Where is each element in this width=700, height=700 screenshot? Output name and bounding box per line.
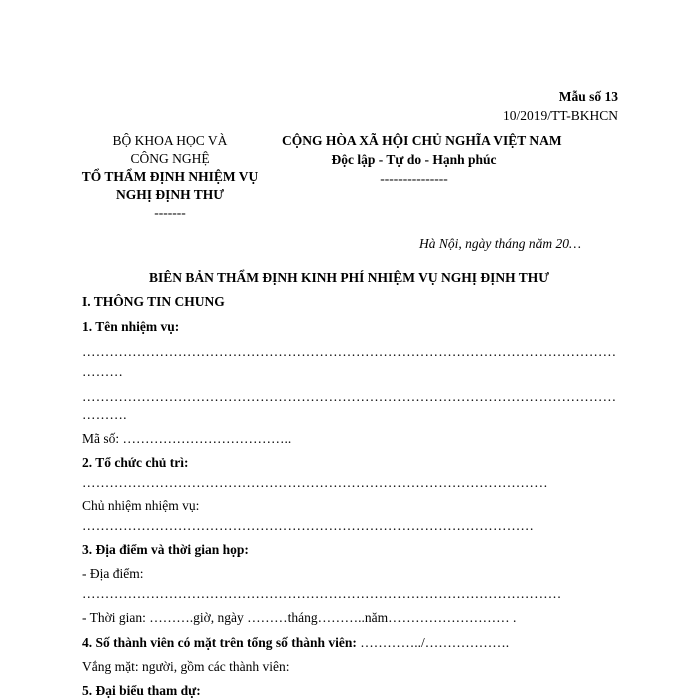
task-head-dots: ……………………………………………………………………………………… [82, 518, 535, 533]
time-line: - Thời gian: ……….giờ, ngày ………tháng………..năm……………………… . [82, 610, 517, 625]
committee-line1: TỔ THẨM ĐỊNH NHIỆM VỤ [81, 169, 259, 184]
meeting-place-time-label: 3. Địa điểm và thời gian họp: [82, 542, 249, 557]
task-name-dots-2-cont: ………. [82, 407, 127, 422]
task-name-dots-1-cont: ……… [82, 364, 124, 379]
location-dots: …………………………………………………………………………………………… [82, 586, 562, 601]
task-name-dots-1: ……………………………………………………………………………………………………… [82, 344, 617, 359]
task-head-label: Chủ nhiệm nhiệm vụ: [82, 498, 200, 513]
delegates-label: 5. Đại biểu tham dự: [82, 683, 201, 698]
header-right-divider: --------------- [380, 171, 448, 186]
committee-line2: NGHỊ ĐỊNH THƯ [115, 187, 224, 202]
ministry-line2: CÔNG NGHỆ [130, 151, 210, 166]
form-number: Mẫu số 13 [558, 89, 618, 104]
header-left-divider: ------- [154, 205, 186, 220]
attendance-dots: …………../………………. [360, 635, 510, 650]
country-name: CỘNG HÒA XÃ HỘI CHỦ NGHĨA VIỆT NAM [282, 133, 562, 148]
circular-number: 10/2019/TT-BKHCN [502, 108, 618, 123]
location-label: - Địa điểm: [82, 566, 144, 581]
document-title: BIÊN BẢN THẨM ĐỊNH KINH PHÍ NHIỆM VỤ NGHỊ ĐỊNH THƯ [148, 270, 550, 285]
host-organization-dots: ………………………………………………………………………………………… [82, 475, 548, 490]
section-heading: I. THÔNG TIN CHUNG [82, 294, 225, 309]
ministry-line1: BỘ KHOA HỌC VÀ [112, 133, 228, 148]
place-date: Hà Nội, ngày tháng năm 20… [419, 236, 581, 251]
absent-line: Vắng mặt: người, gồm các thành viên: [82, 659, 290, 674]
host-organization-label: 2. Tổ chức chủ trì: [82, 455, 189, 470]
motto: Độc lập - Tự do - Hạnh phúc [331, 152, 497, 167]
code-line: Mã số: ……………………………….. [82, 431, 292, 446]
task-name-label: 1. Tên nhiệm vụ: [82, 319, 180, 334]
task-name-dots-2: ……………………………………………………………………………………………………… [82, 389, 617, 404]
attendance-line [82, 635, 509, 651]
attendance-label: 4. Số thành viên có mặt trên tổng số thành viên: [82, 635, 357, 650]
